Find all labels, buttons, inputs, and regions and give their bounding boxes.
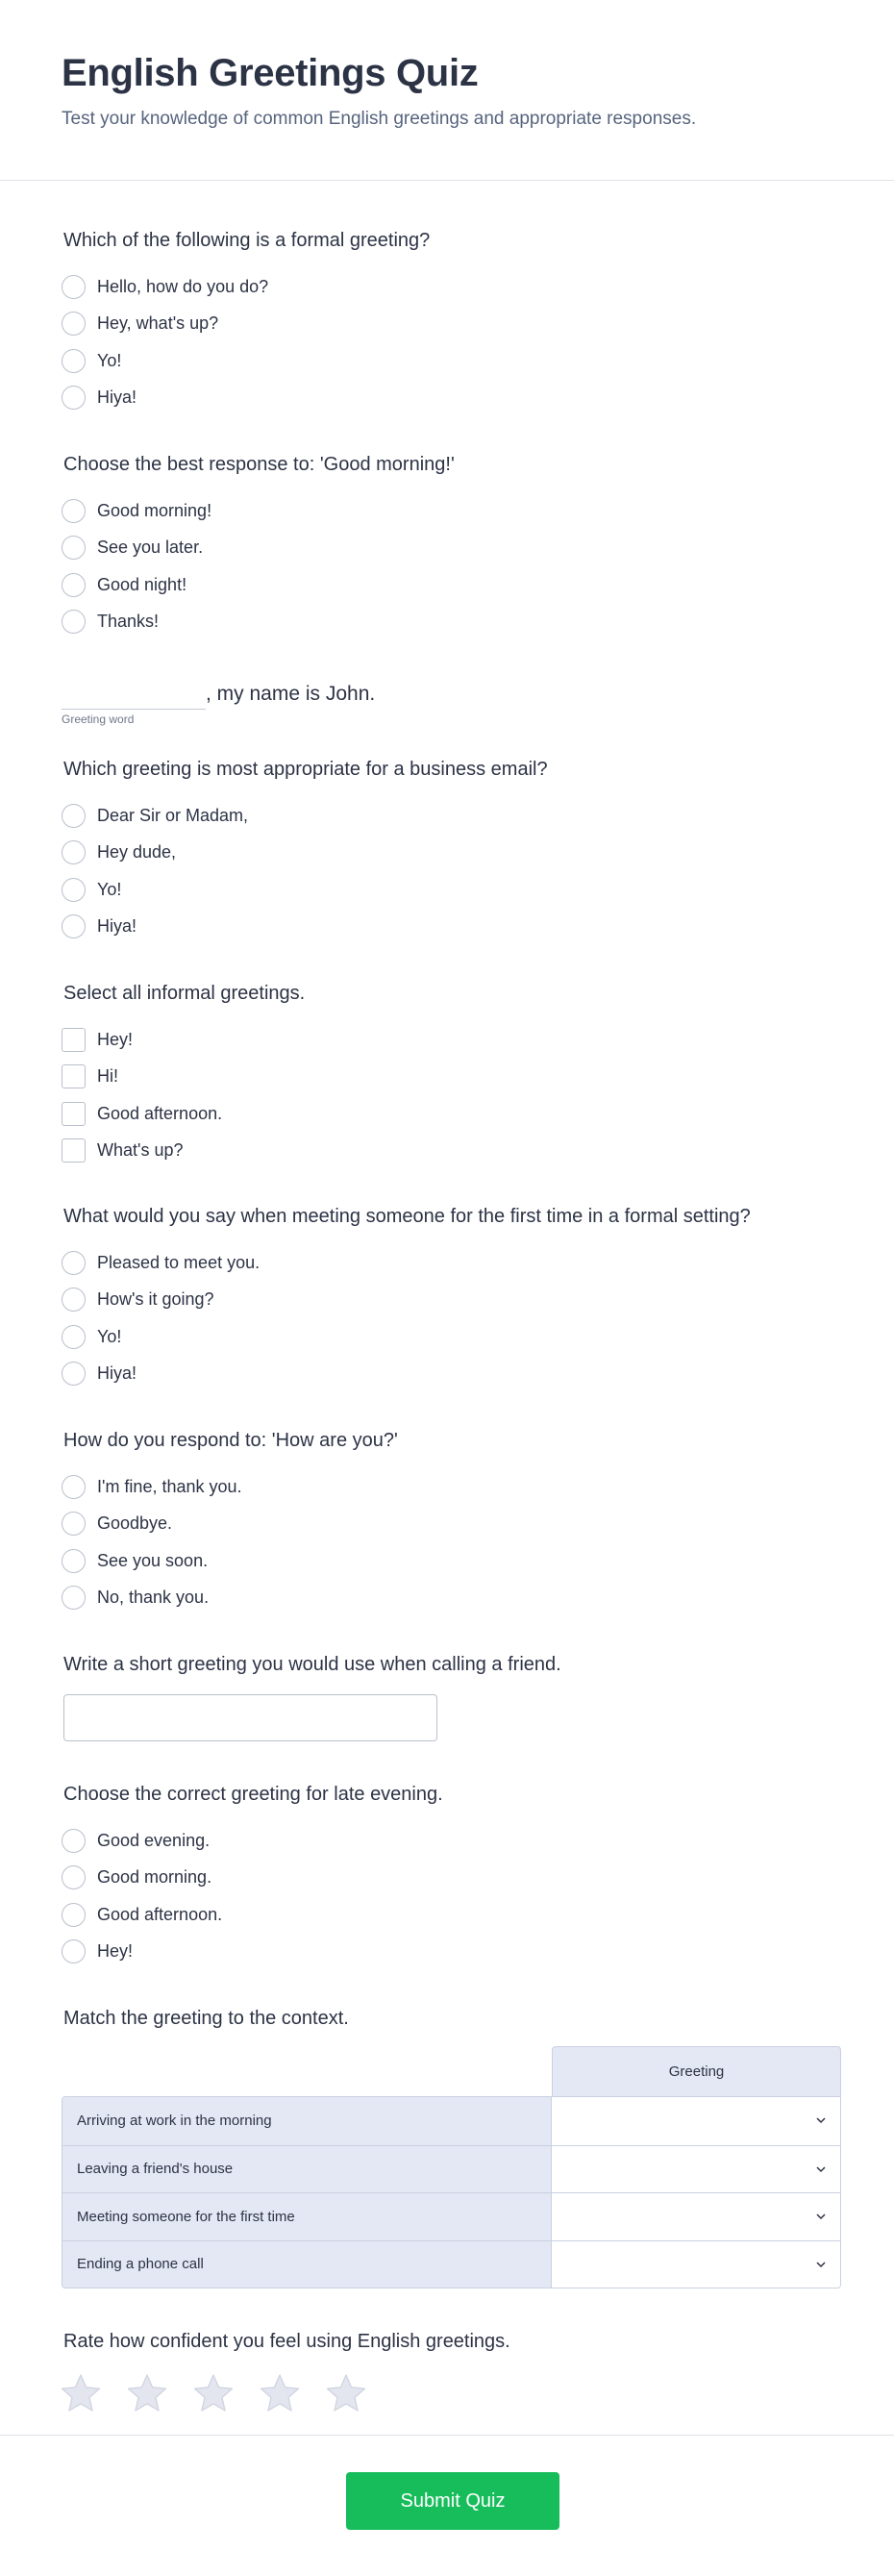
- question-label: Rate how confident you feel using English greetings.: [63, 2331, 510, 2352]
- checkbox[interactable]: [62, 1138, 86, 1163]
- option-label: Pleased to meet you.: [97, 1252, 261, 1272]
- form-footer: [0, 2435, 894, 2576]
- option-label: Yo!: [97, 350, 122, 370]
- star-icon[interactable]: [259, 2373, 301, 2413]
- option-label: Goodbye.: [97, 1513, 173, 1534]
- row-label: Ending a phone call: [62, 2241, 552, 2288]
- radio-button[interactable]: [62, 914, 86, 938]
- table-row: [62, 2097, 840, 2145]
- option-label: Yo!: [97, 1326, 122, 1346]
- option-label: I'm fine, thank you.: [97, 1476, 242, 1496]
- radio-button[interactable]: [62, 804, 86, 828]
- chevron-down-icon: [815, 2211, 827, 2222]
- greeting-dropdown[interactable]: [552, 2097, 840, 2145]
- question-label: What would you say when meeting someone for the first time in a formal setting?: [63, 1206, 751, 1227]
- radio-button[interactable]: [62, 386, 86, 410]
- fill-blank-text: , my name is John.: [206, 683, 376, 705]
- radio-button[interactable]: [62, 840, 86, 864]
- star-icon[interactable]: [60, 2373, 102, 2413]
- radio-option[interactable]: [63, 835, 832, 872]
- submit-quiz-button[interactable]: Submit Quiz: [346, 2472, 559, 2530]
- radio-button[interactable]: [62, 312, 86, 336]
- radio-button[interactable]: [62, 573, 86, 597]
- radio-button[interactable]: [62, 1586, 86, 1610]
- star-rating: [60, 2373, 832, 2413]
- chevron-down-icon: [815, 2114, 827, 2126]
- column-header-greeting: Greeting: [552, 2046, 841, 2096]
- question-label: Choose the correct greeting for late evening.: [63, 1784, 443, 1805]
- form-header: [0, 0, 894, 181]
- radio-button[interactable]: [62, 610, 86, 634]
- radio-option[interactable]: [63, 909, 832, 946]
- question-good-morning-response: [63, 452, 832, 640]
- option-label: Good afternoon.: [97, 1904, 223, 1924]
- form-title: English Greetings Quiz: [62, 52, 479, 94]
- chevron-down-icon: [815, 2163, 827, 2175]
- radio-option[interactable]: [63, 380, 832, 417]
- greeting-dropdown[interactable]: [552, 2241, 840, 2288]
- radio-button[interactable]: [62, 1362, 86, 1386]
- radio-option[interactable]: [63, 1468, 832, 1506]
- question-label: How do you respond to: 'How are you?': [63, 1430, 398, 1451]
- option-label: Hi!: [97, 1066, 118, 1087]
- radio-option[interactable]: [63, 306, 832, 343]
- option-label: Hiya!: [97, 1363, 137, 1384]
- radio-button[interactable]: [62, 1829, 86, 1853]
- question-late-evening: [63, 1782, 832, 1970]
- fill-blank-question: [62, 673, 638, 726]
- question-label: Select all informal greetings.: [63, 983, 306, 1004]
- question-confidence-rating: [63, 2329, 832, 2413]
- checkbox-option[interactable]: [63, 1059, 832, 1096]
- row-label: Arriving at work in the morning: [62, 2097, 552, 2145]
- option-label: No, thank you.: [97, 1588, 210, 1608]
- question-label: Write a short greeting you would use when calling a friend.: [63, 1654, 561, 1675]
- radio-option[interactable]: [63, 1318, 832, 1356]
- question-label: Choose the best response to: 'Good morning!': [63, 454, 455, 475]
- short-greeting-input[interactable]: [63, 1694, 437, 1741]
- radio-option[interactable]: [63, 492, 832, 530]
- question-business-email: [63, 757, 832, 945]
- option-label: Hey!: [97, 1941, 134, 1962]
- radio-button[interactable]: [62, 1512, 86, 1536]
- radio-button[interactable]: [62, 878, 86, 902]
- option-label: Good morning.: [97, 1867, 212, 1888]
- question-label: Which of the following is a formal greeting?: [63, 230, 431, 251]
- radio-button[interactable]: [62, 536, 86, 560]
- radio-option[interactable]: [63, 1860, 832, 1897]
- radio-option[interactable]: [63, 1822, 832, 1860]
- star-icon[interactable]: [325, 2373, 367, 2413]
- option-label: See you soon.: [97, 1550, 209, 1570]
- chevron-down-icon: [815, 2259, 827, 2270]
- option-label: Good afternoon.: [97, 1103, 223, 1123]
- option-label: Good evening.: [97, 1830, 211, 1850]
- option-label: Hey dude,: [97, 842, 177, 863]
- greeting-word-input[interactable]: [62, 675, 206, 710]
- greeting-dropdown[interactable]: [552, 2193, 840, 2240]
- question-formal-first-meeting: [63, 1204, 832, 1392]
- radio-button[interactable]: [62, 1549, 86, 1573]
- checkbox-option[interactable]: [63, 1021, 832, 1059]
- option-label: Hiya!: [97, 388, 137, 408]
- table-row: [62, 2192, 840, 2240]
- radio-option[interactable]: [63, 604, 832, 641]
- radio-button[interactable]: [62, 1251, 86, 1275]
- star-icon[interactable]: [192, 2373, 235, 2413]
- radio-option[interactable]: [63, 342, 832, 380]
- radio-button[interactable]: [62, 1939, 86, 1963]
- option-label: How's it going?: [97, 1289, 214, 1310]
- question-short-greeting: [63, 1652, 832, 1741]
- radio-option[interactable]: [63, 871, 832, 909]
- matching-table: [62, 2046, 841, 2288]
- radio-option[interactable]: [63, 1356, 832, 1393]
- radio-button[interactable]: [62, 1865, 86, 1889]
- radio-option[interactable]: [63, 268, 832, 306]
- table-row: [62, 2240, 840, 2288]
- checkbox[interactable]: [62, 1102, 86, 1126]
- radio-option[interactable]: [63, 1934, 832, 1971]
- question-formal-greeting: [63, 228, 832, 416]
- radio-option[interactable]: [63, 566, 832, 604]
- option-label: Yo!: [97, 879, 122, 899]
- checkbox[interactable]: [62, 1028, 86, 1052]
- table-row: [62, 2145, 840, 2193]
- question-how-are-you-response: [63, 1428, 832, 1616]
- radio-option[interactable]: [63, 797, 832, 835]
- star-icon[interactable]: [126, 2373, 168, 2413]
- question-label: Match the greeting to the context.: [63, 2008, 349, 2029]
- radio-button[interactable]: [62, 349, 86, 373]
- radio-option[interactable]: [63, 1506, 832, 1543]
- option-label: Hello, how do you do?: [97, 276, 269, 296]
- radio-button[interactable]: [62, 1325, 86, 1349]
- option-label: Hey, what's up?: [97, 313, 219, 334]
- radio-button[interactable]: [62, 1903, 86, 1927]
- option-label: Thanks!: [97, 612, 160, 632]
- option-label: Hiya!: [97, 916, 137, 937]
- question-match-context: [63, 2006, 832, 2031]
- checkbox-option[interactable]: [63, 1133, 832, 1170]
- row-label: Leaving a friend's house: [62, 2146, 552, 2193]
- option-label: What's up?: [97, 1140, 184, 1161]
- radio-button[interactable]: [62, 499, 86, 523]
- option-label: Hey!: [97, 1029, 134, 1049]
- radio-option[interactable]: [63, 1542, 832, 1580]
- radio-option[interactable]: [63, 1896, 832, 1934]
- row-label: Meeting someone for the first time: [62, 2193, 552, 2240]
- form-subtitle: Test your knowledge of common English greetings and appropriate responses.: [62, 109, 697, 129]
- radio-button[interactable]: [62, 1288, 86, 1312]
- fill-blank-sublabel: Greeting word: [62, 713, 135, 726]
- option-label: Dear Sir or Madam,: [97, 805, 249, 825]
- radio-button[interactable]: [62, 1475, 86, 1499]
- option-label: Good morning!: [97, 500, 212, 520]
- radio-option[interactable]: [63, 1244, 832, 1282]
- radio-option[interactable]: [63, 530, 832, 567]
- checkbox-option[interactable]: [63, 1095, 832, 1133]
- question-label: Which greeting is most appropriate for a business email?: [63, 759, 548, 780]
- question-informal-greetings: [63, 981, 832, 1169]
- radio-button[interactable]: [62, 275, 86, 299]
- greeting-dropdown[interactable]: [552, 2146, 840, 2193]
- radio-option[interactable]: [63, 1580, 832, 1617]
- checkbox[interactable]: [62, 1064, 86, 1088]
- option-label: See you later.: [97, 538, 204, 558]
- radio-option[interactable]: [63, 1282, 832, 1319]
- option-label: Good night!: [97, 574, 187, 594]
